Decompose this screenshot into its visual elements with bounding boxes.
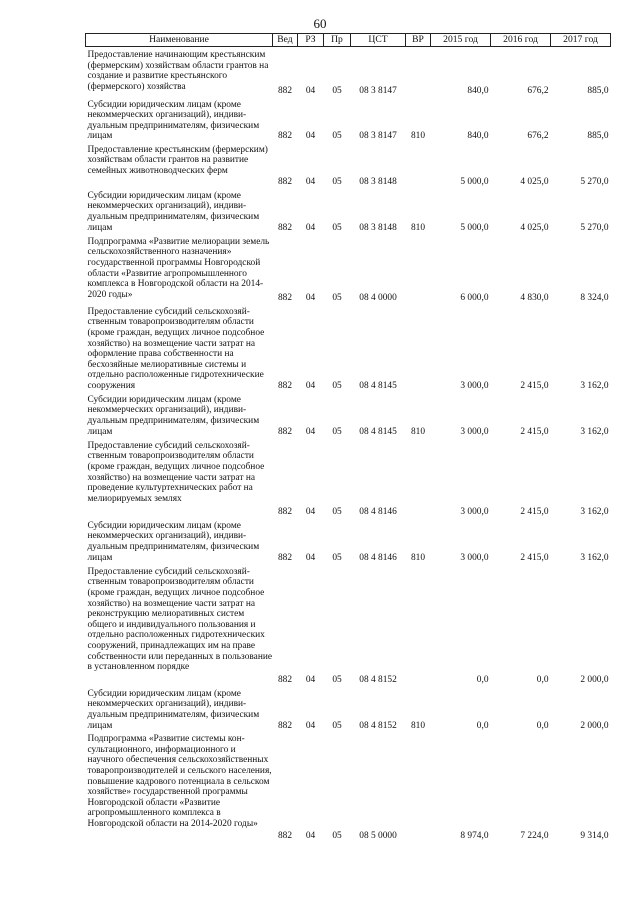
row-2016: 2 415,0 <box>520 507 549 518</box>
row-2015: 5 000,0 <box>460 223 489 234</box>
row-cst: 08 4 8145 <box>359 427 397 438</box>
row-vr: 810 <box>410 553 426 564</box>
table-row <box>86 97 611 142</box>
col-header-2016: 2016 год <box>491 34 551 47</box>
row-cst: 08 4 0000 <box>359 293 397 304</box>
row-vr <box>406 731 431 841</box>
row-name: Предоставление субсидий сельскохозяйственным товаропроизводителям области (кроме граждан, ведущих личное подсобное хозяйство) на возмещение части затрат на проведение культуртехнических работ на мелиорируемых землях <box>87 440 265 504</box>
row-2015: 5 000,0 <box>460 177 489 188</box>
row-2016: 4 025,0 <box>520 223 549 234</box>
table-row <box>86 518 611 564</box>
row-cst: 08 3 8147 <box>359 85 397 96</box>
row-vr <box>406 438 431 518</box>
col-header-2015: 2015 год <box>431 34 491 47</box>
row-vr: 810 <box>410 427 426 438</box>
table-row <box>86 438 611 518</box>
table-row <box>86 142 611 188</box>
row-ved: 882 <box>277 381 293 392</box>
row-pr: 05 <box>332 553 342 564</box>
row-2015: 840,0 <box>467 131 489 142</box>
col-header-vr: ВР <box>406 34 431 47</box>
row-2015: 840,0 <box>467 85 489 96</box>
row-vr <box>406 304 431 392</box>
row-rz: 04 <box>305 675 316 686</box>
row-2015: 0,0 <box>476 720 489 731</box>
row-2016: 676,2 <box>527 85 549 96</box>
row-pr: 05 <box>332 830 342 841</box>
row-rz: 04 <box>305 830 316 841</box>
row-ved: 882 <box>277 720 293 731</box>
row-cst: 08 4 8152 <box>359 675 397 686</box>
row-2017: 2 000,0 <box>580 720 609 731</box>
row-pr: 05 <box>332 381 342 392</box>
table-row <box>86 304 611 392</box>
row-2017: 8 324,0 <box>580 293 609 304</box>
row-2015: 8 974,0 <box>460 830 489 841</box>
row-2017: 885,0 <box>587 85 609 96</box>
row-name: Предоставление субсидий сельскохозяйственным товаропроизводителям области (кроме граждан, ведущих личное подсобное хозяйство) на возмещение части затрат на реконструкцию мелиоративных систем общего и индивидуального пользования и отдельно расположенных гидротехнических сооружений, принадлежащих им на праве собственности или переданных в пользование в установленном порядке <box>87 566 273 673</box>
row-name: Субсидии юридическим лицам (кроме некоммерческих организаций), индивидуальным предпринимателям, физическим лицам <box>87 688 260 731</box>
row-2017: 3 162,0 <box>580 427 609 438</box>
row-2015: 6 000,0 <box>460 293 489 304</box>
row-2015: 3 000,0 <box>460 381 489 392</box>
row-ved: 882 <box>277 85 293 96</box>
row-rz: 04 <box>305 85 316 96</box>
row-2017: 2 000,0 <box>580 675 609 686</box>
row-cst: 08 4 8145 <box>359 381 397 392</box>
col-header-ved: Вед <box>273 34 298 47</box>
row-cst: 08 5 0000 <box>359 830 397 841</box>
row-vr: 810 <box>410 131 426 142</box>
col-header-rz: РЗ <box>298 34 324 47</box>
row-2016: 0,0 <box>536 675 549 686</box>
row-ved: 882 <box>277 427 293 438</box>
row-pr: 05 <box>332 131 342 142</box>
row-cst: 08 4 8146 <box>359 553 397 564</box>
table-row <box>86 47 611 97</box>
row-2016: 676,2 <box>527 131 549 142</box>
row-name: Предоставление субсидий сельскохозяйственным товаропроизводителям области (кроме граждан, ведущих личное подсобное хозяйство) на возмещение части затрат на оформление права собственности на бесхозяйные мелиоративные системы и отдельно расположенные гидротехнические сооружения <box>87 306 265 392</box>
row-rz: 04 <box>305 223 316 234</box>
row-cst: 08 3 8148 <box>359 223 397 234</box>
row-rz: 04 <box>305 177 316 188</box>
row-vr: 810 <box>410 720 426 731</box>
table-row <box>86 234 611 304</box>
row-name: Субсидии юридическим лицам (кроме некоммерческих организаций), индивидуальным предпринимателям, физическим лицам <box>87 520 260 563</box>
row-pr: 05 <box>332 507 342 518</box>
col-header-name: Наименование <box>86 34 273 47</box>
row-rz: 04 <box>305 507 316 518</box>
row-name: Подпрограмма «Развитие системы консультационного, информационного и научного обеспечения сельскохозяйственных товаропроизводителей и сельского населения, повышение кадрового потенциала в сельском хозяйстве» государственной программы Новгородской области «Развитие агропромышленного комплекса в Новгородской области на 2014-2020 годы» <box>87 734 272 829</box>
row-2016: 2 415,0 <box>520 553 549 564</box>
row-name: Субсидии юридическим лицам (кроме некоммерческих организаций), индивидуальным предпринимателям, физическим лицам <box>87 394 260 437</box>
row-2016: 2 415,0 <box>520 427 549 438</box>
row-cst: 08 4 8146 <box>359 507 397 518</box>
row-pr: 05 <box>332 675 342 686</box>
row-cst: 08 4 8152 <box>359 720 397 731</box>
row-cst: 08 3 8147 <box>359 131 397 142</box>
row-name: Субсидии юридическим лицам (кроме некоммерческих организаций), индивидуальным предпринимателям, физическим лицам <box>87 99 260 142</box>
col-header-pr: Пр <box>324 34 351 47</box>
row-rz: 04 <box>305 293 316 304</box>
table-row <box>86 731 611 841</box>
row-name: Предоставление начинающим крестьянским (фермерским) хозяйствам области грантов на создание и развитие крестьянского (фермерского) хозяйства <box>87 50 269 92</box>
row-vr <box>406 47 431 97</box>
row-2016: 0,0 <box>536 720 549 731</box>
table-row <box>86 392 611 438</box>
row-vr <box>406 564 431 686</box>
row-ved: 882 <box>277 131 293 142</box>
row-pr: 05 <box>332 85 342 96</box>
row-2017: 3 162,0 <box>580 381 609 392</box>
table-row <box>86 564 611 686</box>
row-2017: 5 270,0 <box>580 177 609 188</box>
row-rz: 04 <box>305 131 316 142</box>
row-2016: 2 415,0 <box>520 381 549 392</box>
row-rz: 04 <box>305 720 316 731</box>
row-pr: 05 <box>332 177 342 188</box>
row-ved: 882 <box>277 293 293 304</box>
row-rz: 04 <box>305 427 316 438</box>
row-pr: 05 <box>332 720 342 731</box>
row-ved: 882 <box>277 223 293 234</box>
row-2017: 5 270,0 <box>580 223 609 234</box>
row-cst: 08 3 8148 <box>359 177 397 188</box>
table-row <box>86 686 611 731</box>
row-pr: 05 <box>332 293 342 304</box>
row-2015: 3 000,0 <box>460 553 489 564</box>
row-pr: 05 <box>332 427 342 438</box>
row-ved: 882 <box>277 553 293 564</box>
row-ved: 882 <box>277 830 293 841</box>
row-vr <box>406 234 431 304</box>
row-vr: 810 <box>410 223 426 234</box>
row-2015: 3 000,0 <box>460 427 489 438</box>
row-name: Предоставление крестьянским (фермерским) хозяйствам области грантов на развитие семейных животноводческих ферм <box>87 144 268 177</box>
row-ved: 882 <box>277 177 293 188</box>
table-header-row <box>86 34 611 47</box>
row-ved: 882 <box>277 507 293 518</box>
row-2017: 9 314,0 <box>580 830 609 841</box>
row-2015: 0,0 <box>476 675 489 686</box>
row-2016: 4 830,0 <box>520 293 549 304</box>
row-rz: 04 <box>305 553 316 564</box>
row-vr <box>406 142 431 188</box>
budget-table <box>85 33 611 841</box>
row-name: Подпрограмма «Развитие мелиорации земель сельскохозяйственного назначения» государственной программы Новгородской области «Развитие агропромышленного комплекса в Новгородской области на 2014-2020 годы» <box>87 236 270 300</box>
row-ved: 882 <box>277 675 293 686</box>
row-2017: 885,0 <box>587 131 609 142</box>
row-2016: 4 025,0 <box>520 177 549 188</box>
row-2016: 7 224,0 <box>520 830 549 841</box>
row-rz: 04 <box>305 381 316 392</box>
row-2015: 3 000,0 <box>460 507 489 518</box>
row-name: Субсидии юридическим лицам (кроме некоммерческих организаций), индивидуальным предпринимателям, физическим лицам <box>87 190 260 233</box>
row-2017: 3 162,0 <box>580 553 609 564</box>
row-pr: 05 <box>332 223 342 234</box>
col-header-cst: ЦСТ <box>351 34 406 47</box>
table-row <box>86 188 611 234</box>
row-2017: 3 162,0 <box>580 507 609 518</box>
page-number: 60 <box>313 16 327 31</box>
col-header-2017: 2017 год <box>551 34 611 47</box>
